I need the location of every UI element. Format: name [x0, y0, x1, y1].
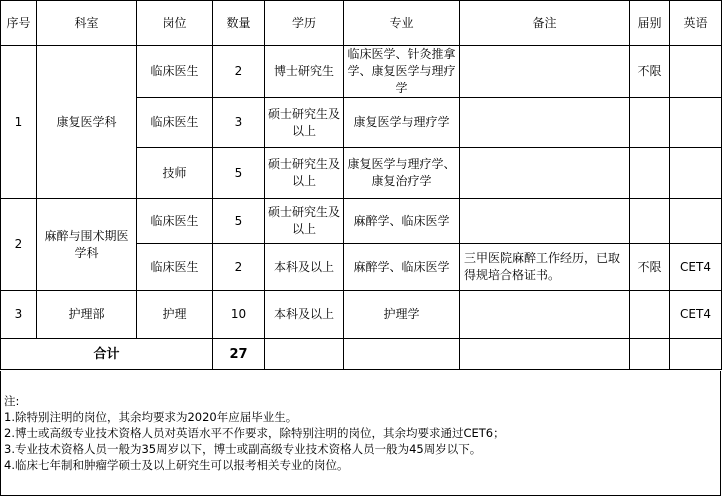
post-cell: 临床医生: [137, 244, 213, 291]
education-cell: 硕士研究生及以上: [265, 98, 344, 148]
graduation-cell: 不限: [630, 244, 670, 291]
dept-cell: 护理部: [37, 291, 137, 339]
post-cell: 临床医生: [137, 98, 213, 148]
note-cell: [460, 98, 630, 148]
header-count: 数量: [213, 1, 265, 46]
note-cell: [460, 148, 630, 199]
note-item: 3.专业技术资格人员一般为35周岁以下，博士或副高级专业技术资格人员一般为45周岁以下。: [4, 442, 482, 456]
total-row: [1, 339, 722, 370]
empty-cell: [265, 339, 344, 370]
table-row: [1, 199, 722, 244]
major-cell: 临床医学、针灸推拿学、康复医学与理疗学: [344, 46, 460, 98]
education-cell: 博士研究生: [265, 46, 344, 98]
header-english: 英语: [670, 1, 722, 46]
dept-cell: 麻醉与围术期医学科: [37, 199, 137, 291]
education-cell: 本科及以上: [265, 291, 344, 339]
english-cell: [670, 46, 722, 98]
count-cell: 5: [213, 148, 265, 199]
english-cell: [670, 199, 722, 244]
seq-cell: 1: [1, 46, 37, 199]
header-note: 备注: [460, 1, 630, 46]
count-cell: 2: [213, 46, 265, 98]
graduation-cell: [630, 291, 670, 339]
header-row: [1, 1, 722, 46]
notes-title: 注:: [4, 394, 20, 408]
header-seq: 序号: [1, 1, 37, 46]
header-graduation: 届别: [630, 1, 670, 46]
count-cell: 2: [213, 244, 265, 291]
post-cell: 技师: [137, 148, 213, 199]
graduation-cell: 不限: [630, 46, 670, 98]
empty-cell: [670, 339, 722, 370]
major-cell: 康复医学与理疗学: [344, 98, 460, 148]
header-major: 专业: [344, 1, 460, 46]
table-row: [1, 46, 722, 98]
total-label: 合计: [1, 339, 213, 370]
major-cell: 护理学: [344, 291, 460, 339]
note-item: 4.临床七年制和肿瘤学硕士及以上研究生可以报考相关专业的岗位。: [4, 458, 349, 472]
education-cell: 硕士研究生及以上: [265, 199, 344, 244]
post-cell: 护理: [137, 291, 213, 339]
english-cell: [670, 148, 722, 199]
empty-cell: [460, 339, 630, 370]
note-cell: [460, 199, 630, 244]
seq-cell: 3: [1, 291, 37, 339]
major-cell: 康复医学与理疗学、康复治疗学: [344, 148, 460, 199]
english-cell: CET4: [670, 244, 722, 291]
header-education: 学历: [265, 1, 344, 46]
notes-section: [0, 371, 721, 496]
graduation-cell: [630, 148, 670, 199]
graduation-cell: [630, 199, 670, 244]
post-cell: 临床医生: [137, 46, 213, 98]
note-item: 1.除特别注明的岗位，其余均要求为2020年应届毕业生。: [4, 410, 298, 424]
count-cell: 10: [213, 291, 265, 339]
english-cell: [670, 98, 722, 148]
dept-cell: 康复医学科: [37, 46, 137, 199]
table-row: [1, 291, 722, 339]
education-cell: 硕士研究生及以上: [265, 148, 344, 199]
graduation-cell: [630, 98, 670, 148]
note-cell: [460, 291, 630, 339]
header-post: 岗位: [137, 1, 213, 46]
seq-cell: 2: [1, 199, 37, 291]
note-cell: [460, 46, 630, 98]
header-dept: 科室: [37, 1, 137, 46]
major-cell: 麻醉学、临床医学: [344, 199, 460, 244]
english-cell: CET4: [670, 291, 722, 339]
note-item: 2.博士或高级专业技术资格人员对英语水平不作要求，除特别注明的岗位，其余均要求通过CET6；: [4, 426, 505, 440]
count-cell: 3: [213, 98, 265, 148]
total-value: 27: [213, 339, 265, 370]
major-cell: 麻醉学、临床医学: [344, 244, 460, 291]
note-cell: 三甲医院麻醉工作经历，已取得规培合格证书。: [460, 244, 630, 291]
post-cell: 临床医生: [137, 199, 213, 244]
education-cell: 本科及以上: [265, 244, 344, 291]
count-cell: 5: [213, 199, 265, 244]
empty-cell: [344, 339, 460, 370]
empty-cell: [630, 339, 670, 370]
